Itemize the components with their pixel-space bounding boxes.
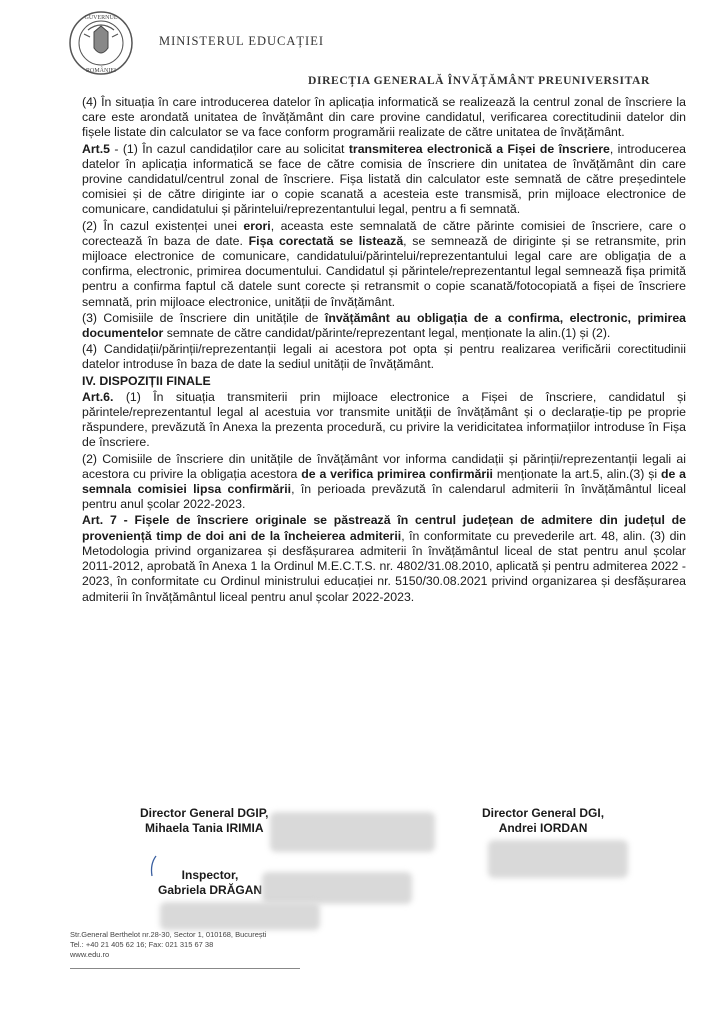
- article-6-label: Art.6.: [82, 389, 114, 404]
- signature-block-inspector: [158, 868, 262, 898]
- article-5-para-2: (2) În cazul existenței unei erori, aceasta este semnalată de către părinte comisiei de înscriere, care o corectează în baza de date. Fișa corectată se listează, se semnează de diriginte și se retransmite, prin mijloace electronice de comunicare, candidatului/părintelui/reprezentantului legal care are obligația de a confirma, electronic, primirea documentului. Candidatul și părintele/reprezentantul legal semnează fișa primită pentru a confirma faptul că datele sunt corecte și retransmit o copie scanată/fotocopiată a fișei de înscriere semnată, prin mijloace electronice, unității de învățământ.: [82, 218, 686, 309]
- article-6-para-2: (2) Comisiile de înscriere din unitățile de învățământ vor informa candidații și părinții/reprezentanții legali ai acestora cu privire la obligația acestora de a verifica primirea confirmării menționate la art.5, alin.(3) și de a semnala comisiei lipsa confirmării, în perioada prevăzută în calendarul admiterii în învățământul liceal pentru anul școlar 2022-2023.: [82, 451, 686, 512]
- signature-block-right: [482, 806, 604, 836]
- crest-text-top: GUVERNUL: [84, 15, 118, 21]
- footer-web: www.edu.ro: [70, 950, 110, 959]
- signature-block-left: [140, 806, 269, 836]
- redacted-signature: [262, 872, 412, 904]
- document-body: [82, 95, 686, 606]
- footer-address: Str.General Berthelot nr.28-30, Sector 1, 010168, București: [70, 930, 267, 939]
- paragraph-4: (4) În situația în care introducerea datelor în aplicația informatică se realizează la centrul zonal de înscriere la care este arondată unitatea de învățământ din care provine candidatul, verificarea corectitudinii datelor din fișele listate din calculator se va face conform programării realizate de către unitatea de învățământ.: [82, 95, 686, 140]
- section-title: IV. DISPOZIȚII FINALE: [82, 373, 211, 388]
- signatory-name: Mihaela Tania IRIMIA: [145, 821, 264, 835]
- signatory-name: Gabriela DRĂGAN: [158, 883, 263, 897]
- footer-divider: [70, 968, 300, 969]
- article-5-para-4: (4) Candidații/părinții/reprezentanții legali ai acestora pot opta și pentru realizarea verificării corectitudinii datelor introduse în baza de date la sediul unității de învățământ.: [82, 342, 686, 372]
- redacted-signature: [270, 812, 435, 852]
- redacted-signature: [488, 840, 628, 878]
- article-5-para-1: Art.5 - (1) În cazul candidaților care au solicitat transmiterea electronică a Fișei de înscriere, introducerea datelor în aplicația informatică se face de către comisia de înscriere din unitatea de învățământ din care provine candidatul/centrul zonal de înscriere. Fișa listată din calculator este semnată de către președintele comisiei și de către diriginte iar o copie scanată a acesteia este transmisă, prin mijloace electronice de comunicare, candidatului și părintelui/reprezentantului legal, pentru a fi semnată.: [82, 141, 686, 217]
- directorate-name: DIRECȚIA GENERALĂ ÎNVĂȚĂMÂNT PREUNIVERSITAR: [308, 74, 650, 87]
- romania-government-crest-icon: [68, 10, 134, 76]
- article-6-para-1: Art.6. (1) În situația transmiterii prin mijloace electronice a Fișei de înscriere, candidatul și părintele/reprezentantul legal al acestuia vor transmite unității de învățământ și o declarație-tip pe proprie răspundere, prevăzută în Anexa la prezenta procedură, cu privire la veridicitatea informațiilor introduse în Fișa de înscriere.: [82, 389, 686, 450]
- crest-text-bottom: ROMÂNIEI: [86, 68, 116, 74]
- redacted-signature: [160, 902, 320, 930]
- signatory-title: Director General DGI,: [482, 806, 605, 820]
- footer-phone: Tel.: +40 21 405 62 16; Fax: 021 315 67 38: [70, 940, 214, 949]
- signatory-title: Director General DGIP,: [140, 806, 269, 820]
- article-5-label: Art.5: [82, 141, 111, 156]
- footer: [70, 930, 266, 960]
- article-7: Art. 7 - Fișele de înscriere originale se păstrează în centrul județean de admitere din județul de proveniență timp de doi ani de la încheierea admiterii, în conformitate cu prevederile art. 48, alin. (3) din Metodologia privind organizarea și desfășurarea admiterii în învățământul liceal de stat pentru anul școlar 2011-2012, aprobată în Anexa 1 la Ordinul M.E.C.T.S. nr. 4802/31.08.2010, aplicată și pentru admiterea 2022 - 2023, în conformitate cu Ordinul ministrului educației nr. 5150/30.08.2021 privind organizarea și desfășurarea admiterii în învățământul liceal pentru anul școlar 2022-2023.: [82, 513, 687, 604]
- article-5-para-3: (3) Comisiile de înscriere din unitățile de învățământ au obligația de a confirma, electronic, primirea documentelor semnate de către candidat/părinte/reprezentant legal, menționate la alin.(1) și (2).: [82, 310, 686, 341]
- ministry-name: MINISTERUL EDUCAȚIEI: [159, 34, 325, 48]
- signatory-title: Inspector,: [181, 868, 239, 882]
- signatory-name: Andrei IORDAN: [498, 821, 588, 835]
- pen-stroke-icon: [146, 854, 160, 878]
